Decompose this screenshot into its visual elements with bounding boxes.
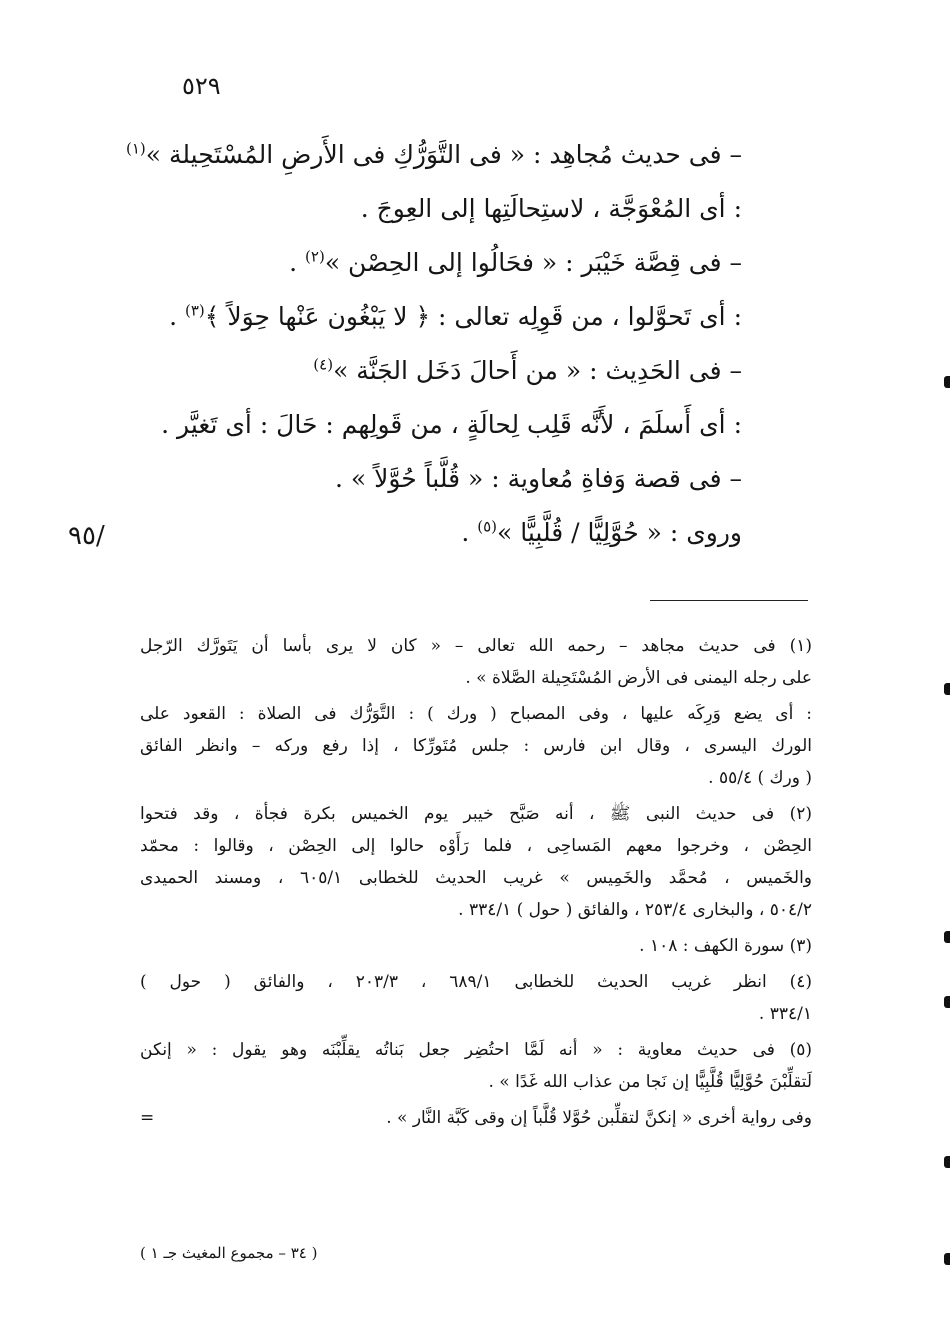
main-line bbox=[130, 182, 742, 236]
footnote-line: (٤) انظر غريب الحديث للخطابى ٦٨٩/١ ، ٢٠٣/٣ ، والفائق ( حول ) bbox=[140, 972, 812, 992]
main-line-text: : أى المُعْوَجَّة ، لاستِحالَتِها إلى العِوجَ . bbox=[360, 194, 742, 223]
continuation-mark: = bbox=[140, 1108, 155, 1128]
footnote-line: الورك اليسرى ، وقال ابن فارس : جلس مُتَورِّكا ، إذا رفع وركه – وانظر الفائق bbox=[140, 736, 812, 756]
footnote bbox=[140, 698, 812, 794]
page-number: ٥٢٩ bbox=[182, 72, 221, 100]
main-line bbox=[125, 128, 742, 182]
footnote bbox=[140, 930, 812, 962]
footnote-divider bbox=[650, 600, 808, 601]
main-line bbox=[130, 344, 742, 398]
main-line bbox=[130, 452, 742, 506]
footnote-line: ٣٣٤/١ . bbox=[758, 1004, 812, 1024]
footnote-line: والخَميس ، مُحمَّد والخَمِيس » غريب الحديث للخطابى ٦٠٥/١ ، ومسند الحميدى bbox=[140, 868, 813, 888]
footnote-line: الحِصْن ، وخرجوا معهم المَساحِى ، فلما رَأَوْه حالوا إلى الحِصْن ، وقالوا : محمّد bbox=[140, 836, 812, 856]
main-line-tail: . bbox=[461, 518, 478, 547]
footnote-reference: (٥) bbox=[477, 517, 498, 536]
main-line-text: – فى حديث مُجاهِد : « فى التَّوَرُّكِ فى الأَرضِ المُسْتَحِيلة » bbox=[145, 140, 742, 169]
page-footer: ( ٣٤ – مجموع المغيث جـ ١ ) bbox=[140, 1244, 318, 1262]
footnote-line: لَتقلِّبْنَ حُوَّلِيًّا قُلَّبِيًّا إن نَجا من عذاب الله غَدًا » . bbox=[488, 1072, 812, 1092]
main-line bbox=[130, 398, 742, 452]
footnote-line: (٢) فى حديث النبى ﷺ ، أنه صَبَّح خيبر يوم الخميس بكرة فجأة ، وقد فتحوا bbox=[140, 804, 812, 824]
footnote-reference: (١) bbox=[125, 139, 146, 158]
footnote-line: ( ورك ) ٥٥/٤ . bbox=[708, 768, 812, 788]
main-line-tail: . bbox=[169, 302, 185, 331]
main-line-text: وروى : « حُوَّلِيًّا / قُلَّبِيًّا » bbox=[497, 518, 742, 547]
footnote bbox=[140, 630, 812, 694]
footnote-reference: (٤) bbox=[313, 355, 334, 374]
main-line-text: – فى قِصَّة خَيْبَر : « فحَالُوا إلى الحِصْن » bbox=[324, 248, 742, 277]
main-line-text: – فى الحَدِيث : « من أَحالَ دَخَل الجَنَّة » bbox=[333, 356, 742, 385]
main-line-text: : أى تَحوَّلوا ، من قَوِلِه تعالى : ﴿ لا يَبْغُون عَنْها حِوَلاً ﴾ bbox=[204, 302, 742, 331]
edge-mark bbox=[944, 1253, 950, 1265]
footnote bbox=[140, 966, 812, 1030]
main-line-tail: . bbox=[289, 248, 306, 277]
main-line-text: – فى قصة وَفاةِ مُعاوية : « قُلَّباً حُوَّلاً » . bbox=[334, 464, 742, 493]
margin-note: ٩٥/ bbox=[68, 521, 105, 551]
footnote-line: على رجله اليمنى فى الأرض المُسْتَحِيلة الصَّلاة » . bbox=[465, 668, 812, 688]
footnote-reference: (٣) bbox=[184, 301, 205, 320]
main-line bbox=[130, 236, 742, 290]
footnote-line: (٥) فى حديث معاوية : « أنه لَمَّا احتُضِر جعل بَناتُه يقلِّبْنَه وهو يقول : « إنكن bbox=[140, 1040, 812, 1060]
edge-mark bbox=[944, 376, 950, 388]
main-line bbox=[130, 506, 742, 560]
footnote bbox=[140, 1034, 812, 1098]
edge-mark bbox=[944, 931, 950, 943]
footnote-line: (٣) سورة الكهف : ١٠٨ . bbox=[639, 936, 812, 956]
main-line-text: : أى أَسلَمَ ، لأَنَّه قَلِب لِحالَةٍ ، من قَولِهم : حَالَ : أى تَغيَّر . bbox=[161, 410, 742, 439]
edge-mark bbox=[944, 996, 950, 1008]
footnotes bbox=[140, 630, 812, 1134]
footnote-continuation-text: وفى رواية أخرى « إنكنَّ لتقلِّبن حُوَّلا قُلَّباً إن وقى كَبَّة النَّار » . bbox=[386, 1108, 812, 1128]
edge-mark bbox=[944, 683, 950, 695]
footnote bbox=[140, 798, 812, 926]
edge-mark bbox=[944, 1156, 950, 1168]
footnote-line: ٥٠٤/٢ ، والبخارى ٢٥٣/٤ ، والفائق ( حول ) ٣٣٤/١ . bbox=[458, 900, 812, 920]
footnote-continuation bbox=[140, 1102, 812, 1134]
footnote-reference: (٢) bbox=[305, 247, 325, 266]
footnote-line: (١) فى حديث مجاهد – رحمه الله تعالى – « كان لا يرى بأسا أن يَتَورَّك الرّجل bbox=[140, 636, 812, 656]
footnote-line: : أى يضع وَرِكَه عليها ، وفى المصباح ( ورك ) : التَّوَرُّك فى الصلاة : القعود على bbox=[140, 704, 812, 724]
main-line bbox=[130, 290, 742, 344]
main-text bbox=[125, 128, 742, 560]
